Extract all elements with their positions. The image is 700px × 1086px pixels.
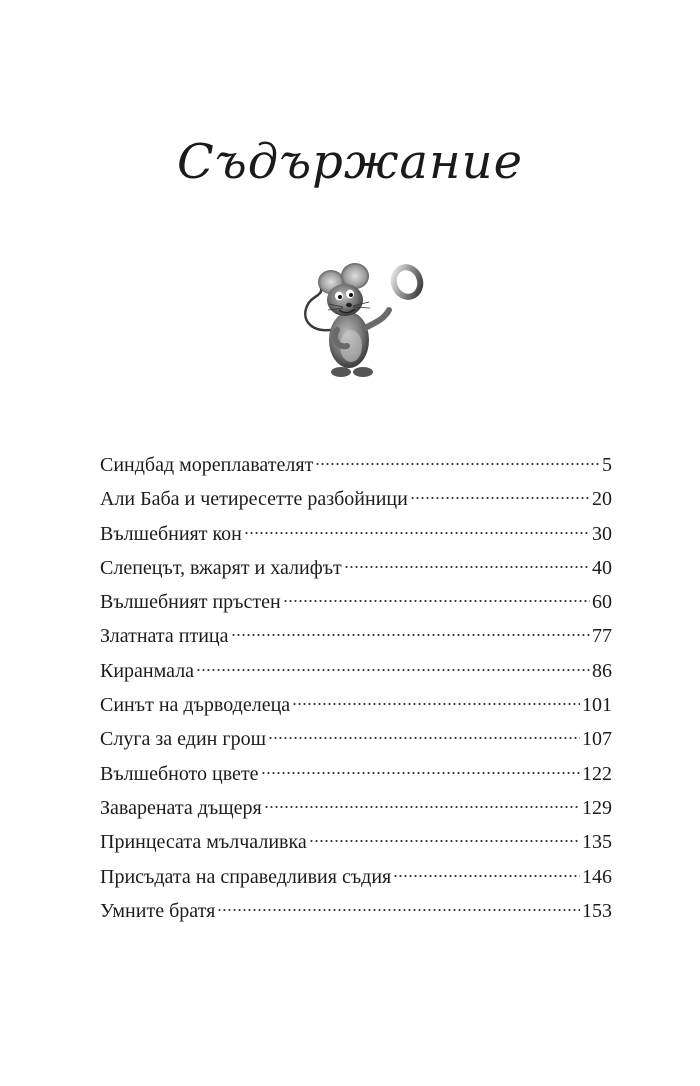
toc-entry xyxy=(100,722,612,756)
toc-dot-leader xyxy=(292,702,580,706)
toc-entry-title: Слепецът, вжарят и халифът xyxy=(100,556,342,579)
toc-entry xyxy=(100,551,612,585)
toc-entry xyxy=(100,860,612,894)
toc-dot-leader xyxy=(261,771,580,775)
toc-dot-leader xyxy=(410,496,590,500)
toc-entry xyxy=(100,517,612,551)
toc-entry-page: 135 xyxy=(582,831,612,854)
toc-dot-leader xyxy=(196,668,590,672)
toc-entry xyxy=(100,654,612,688)
toc-dot-leader xyxy=(393,874,580,878)
toc-entry-page: 30 xyxy=(592,522,612,545)
toc-entry-title: Киранмала xyxy=(100,659,195,682)
toc-entry-page: 101 xyxy=(582,694,612,717)
toc-dot-leader xyxy=(231,633,591,637)
toc-entry xyxy=(100,448,612,482)
page-title: Съдържание xyxy=(177,134,523,190)
toc-entry-title: Заварената дъщеря xyxy=(100,796,262,819)
toc-entry-page: 40 xyxy=(592,556,612,579)
toc-entry xyxy=(100,791,612,825)
toc-entry-page: 20 xyxy=(592,488,612,511)
toc-entry-title: Синдбад мореплавателят xyxy=(100,454,314,476)
toc-dot-leader xyxy=(309,839,580,843)
table-of-contents xyxy=(100,448,612,928)
toc-entry-page: 77 xyxy=(592,625,612,648)
toc-entry-title: Присъдата на справедливия съдия xyxy=(100,865,392,888)
toc-entry-title: Златната птица xyxy=(100,625,229,648)
toc-entry xyxy=(100,825,612,859)
toc-entry-title: Вълшебният кон xyxy=(100,522,242,545)
toc-entry-title: Синът на дърводелеца xyxy=(100,694,291,717)
toc-dot-leader xyxy=(344,565,590,569)
toc-dot-leader xyxy=(268,736,580,740)
toc-entry-title: Слуга за един грош xyxy=(100,728,266,751)
toc-dot-leader xyxy=(283,599,590,603)
toc-entry-title: Вълшебното цвете xyxy=(100,762,259,785)
toc-entry-page: 129 xyxy=(582,796,612,819)
toc-entry-page: 146 xyxy=(582,865,612,888)
toc-entry xyxy=(100,585,612,619)
toc-entry-page: 5 xyxy=(602,454,612,476)
toc-dot-leader xyxy=(315,462,600,466)
toc-entry-page: 107 xyxy=(582,728,612,751)
toc-entry-page: 60 xyxy=(592,591,612,614)
toc-entry xyxy=(100,482,612,516)
toc-dot-leader xyxy=(264,805,580,809)
toc-entry-page: 122 xyxy=(582,762,612,785)
toc-dot-leader xyxy=(244,531,590,535)
toc-entry xyxy=(100,894,612,928)
toc-entry-title: Принцесата мълчаливка xyxy=(100,831,307,854)
toc-entry-page: 153 xyxy=(582,899,612,922)
mouse-illustration-icon xyxy=(293,260,429,382)
toc-entry-title: Вълшебният пръстен xyxy=(100,591,281,614)
toc-entry xyxy=(100,757,612,791)
toc-entry xyxy=(100,688,612,722)
toc-dot-leader xyxy=(217,908,580,912)
toc-entry-page: 86 xyxy=(592,659,612,682)
toc-entry xyxy=(100,619,612,653)
toc-entry-title: Али Баба и четиресетте разбойници xyxy=(100,488,408,511)
toc-entry-title: Умните братя xyxy=(100,899,216,922)
